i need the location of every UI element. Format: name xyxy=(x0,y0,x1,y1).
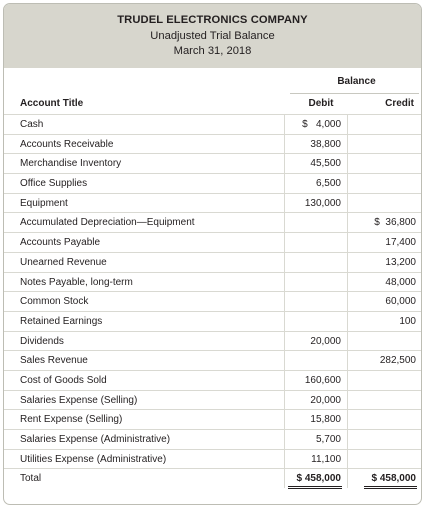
table-row xyxy=(4,252,421,272)
column-divider xyxy=(284,430,285,449)
column-divider xyxy=(284,332,285,351)
account-title-cell: Accounts Payable xyxy=(20,237,101,249)
table-row xyxy=(4,449,421,469)
credit-cell: 17,400 xyxy=(385,237,416,249)
column-divider xyxy=(347,351,348,370)
debit-cell: 160,600 xyxy=(304,374,341,386)
account-title-cell: Accumulated Depreciation—Equipment xyxy=(20,217,195,229)
column-divider xyxy=(347,273,348,292)
debit-cell: 20,000 xyxy=(310,335,341,347)
account-title-cell: Retained Earnings xyxy=(20,315,103,327)
column-divider xyxy=(347,174,348,193)
table-row xyxy=(4,193,421,213)
column-divider xyxy=(284,312,285,331)
account-title-cell: Office Supplies xyxy=(20,178,88,190)
column-divider xyxy=(284,194,285,213)
account-title-cell: Sales Revenue xyxy=(20,355,88,367)
column-divider xyxy=(347,213,348,232)
table-row xyxy=(4,173,421,193)
column-divider xyxy=(347,450,348,469)
credit-total-double-underline xyxy=(364,486,417,489)
column-divider xyxy=(284,115,285,134)
table-row xyxy=(4,350,421,370)
column-divider xyxy=(347,233,348,252)
column-divider xyxy=(284,450,285,469)
account-title-cell: Salaries Expense (Selling) xyxy=(20,394,138,406)
column-divider xyxy=(284,174,285,193)
credit-cell: 282,500 xyxy=(379,355,416,367)
column-divider xyxy=(347,253,348,272)
statement-title: Unadjusted Trial Balance xyxy=(150,29,275,42)
debit-cell: 20,000 xyxy=(310,394,341,406)
column-divider xyxy=(347,154,348,173)
account-title-cell: Unearned Revenue xyxy=(20,256,107,268)
company-name: TRUDEL ELECTRONICS COMPANY xyxy=(117,14,308,26)
table-row xyxy=(4,409,421,429)
column-divider xyxy=(347,391,348,410)
account-title-cell: Notes Payable, long-term xyxy=(20,276,133,288)
column-divider xyxy=(347,194,348,213)
column-divider xyxy=(347,371,348,390)
column-divider xyxy=(284,213,285,232)
account-title-cell: Total xyxy=(20,473,42,485)
debit-cell: $ 4,000 xyxy=(302,119,341,130)
credit-cell: 60,000 xyxy=(385,296,416,308)
column-divider xyxy=(284,154,285,173)
credit-cell: 100 xyxy=(399,315,416,327)
account-title-cell: Merchandise Inventory xyxy=(20,158,122,170)
table-row xyxy=(4,370,421,390)
column-divider xyxy=(347,410,348,429)
column-divider xyxy=(284,371,285,390)
table-row xyxy=(4,153,421,173)
table-row xyxy=(4,272,421,292)
column-divider xyxy=(347,135,348,154)
balance-header-rule xyxy=(290,93,419,94)
column-divider xyxy=(347,312,348,331)
credit-cell: 48,000 xyxy=(385,276,416,288)
account-title-header: Account Title xyxy=(20,98,84,109)
credit-cell: $ 458,000 xyxy=(371,473,416,485)
column-divider xyxy=(284,273,285,292)
debit-cell: 5,700 xyxy=(315,434,341,445)
total-row xyxy=(4,468,421,488)
column-divider xyxy=(284,233,285,252)
column-divider xyxy=(347,469,348,488)
column-divider xyxy=(284,351,285,370)
table-row xyxy=(4,212,421,232)
table-row xyxy=(4,114,421,134)
table-row xyxy=(4,311,421,331)
column-divider xyxy=(284,253,285,272)
table-row xyxy=(4,429,421,449)
account-title-cell: Rent Expense (Selling) xyxy=(20,414,123,426)
credit-header: Credit xyxy=(385,98,414,109)
column-divider xyxy=(347,430,348,449)
credit-cell: $ 36,800 xyxy=(374,217,416,229)
account-title-cell: Dividends xyxy=(20,335,64,347)
column-divider xyxy=(347,292,348,311)
debit-header: Debit xyxy=(308,98,334,109)
debit-cell: 38,800 xyxy=(310,138,341,150)
account-title-cell: Cost of Goods Sold xyxy=(20,374,107,386)
column-divider xyxy=(284,410,285,429)
table-row xyxy=(4,134,421,154)
account-title-cell: Equipment xyxy=(20,197,68,209)
account-title-cell: Cash xyxy=(20,119,44,130)
account-rows xyxy=(4,114,421,488)
column-divider xyxy=(284,391,285,410)
table-row xyxy=(4,291,421,311)
column-divider xyxy=(284,292,285,311)
table-row xyxy=(4,331,421,351)
debit-cell: $ 458,000 xyxy=(296,473,341,485)
debit-cell: 15,800 xyxy=(310,414,341,426)
account-title-cell: Utilities Expense (Administrative) xyxy=(20,453,167,465)
statement-header xyxy=(4,4,421,68)
column-divider xyxy=(347,332,348,351)
account-title-cell: Salaries Expense (Administrative) xyxy=(20,434,171,445)
debit-cell: 130,000 xyxy=(304,197,341,209)
credit-cell: 13,200 xyxy=(385,256,416,268)
account-title-cell: Accounts Receivable xyxy=(20,138,114,150)
column-divider xyxy=(284,135,285,154)
statement-date: March 31, 2018 xyxy=(173,45,252,57)
trial-balance-panel xyxy=(3,3,422,505)
account-title-cell: Common Stock xyxy=(20,296,89,308)
column-divider xyxy=(284,469,285,488)
balance-header: Balance xyxy=(337,76,376,87)
column-divider xyxy=(347,115,348,134)
debit-cell: 11,100 xyxy=(311,453,341,465)
debit-cell: 45,500 xyxy=(310,158,341,170)
table-row xyxy=(4,232,421,252)
debit-total-double-underline xyxy=(288,486,342,489)
column-headers xyxy=(4,68,421,114)
debit-cell: 6,500 xyxy=(315,178,341,190)
table-row xyxy=(4,390,421,410)
